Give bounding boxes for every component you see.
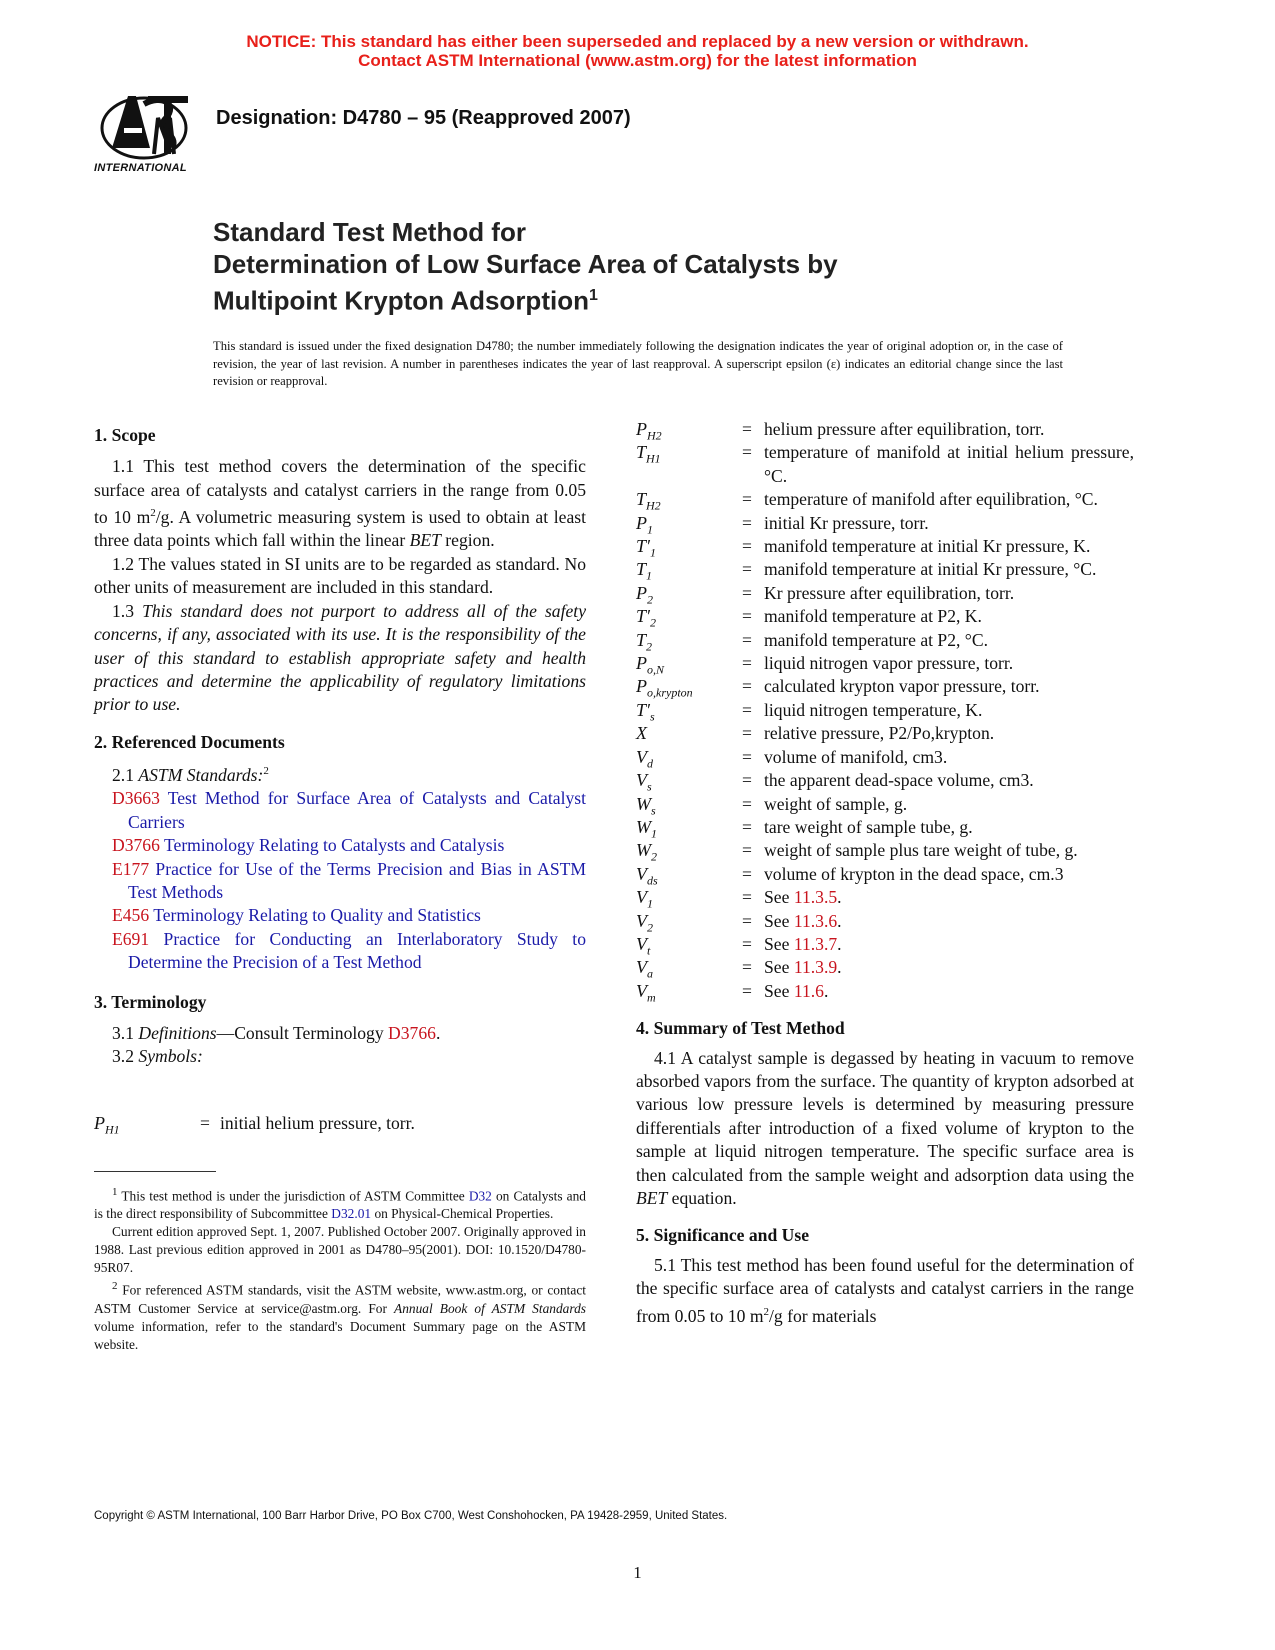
symbol-name: $P_1$ bbox=[636, 512, 653, 537]
symbol-definition: weight of sample, g. bbox=[764, 793, 908, 814]
title-footnote-mark[interactable]: 1 bbox=[588, 287, 598, 304]
astm-logo-icon bbox=[92, 84, 202, 184]
symbol-name: $T'_2$ bbox=[636, 606, 656, 630]
symbol-name: $W_s$ bbox=[636, 793, 656, 818]
symbol-row: $P_{H1}$ = initial helium pressure, torr. bbox=[94, 1113, 415, 1137]
symbol-name: $V_t$ bbox=[636, 933, 651, 958]
significance-heading: 5. Significance and Use bbox=[636, 1225, 810, 1246]
section-link[interactable]: 11.3.5 bbox=[793, 887, 838, 908]
symbol-name: $V_1$ bbox=[636, 887, 653, 911]
section-link[interactable]: 11.3.9 bbox=[793, 957, 838, 978]
symbol-definition: weight of sample plus tare weight of tube, g. bbox=[764, 840, 1078, 861]
symbol-name: $V_a$ bbox=[636, 957, 653, 981]
symbol-row: $V_a$ = See 11.3.9. bbox=[636, 956, 1134, 979]
terminology-heading: 3. Terminology bbox=[94, 991, 207, 1012]
symbol-list bbox=[636, 418, 1134, 1003]
symbol-definition: manifold temperature at P2, °C. bbox=[764, 629, 988, 650]
footnote-2: $^2$ For referenced ASTM standards, visit the ASTM website, www.astm.org, or contact ASTM Customer Service at service@astm.org. For Annual Book of ASTM Standards volume information, refer to the standard's Document Summary page on the ASTM website. bbox=[94, 1280, 586, 1352]
symbol-definition: See 11.3.9. bbox=[764, 957, 842, 978]
symbol-name: $P_2$ bbox=[636, 582, 653, 607]
symbol-definition: temperature of manifold after equilibration, °C. bbox=[764, 489, 1098, 510]
symbol-definition: manifold temperature at initial Kr pressure, °C. bbox=[764, 559, 1097, 580]
d32-link[interactable]: D32 bbox=[468, 1188, 492, 1204]
refdocs-heading: 2. Referenced Documents bbox=[94, 731, 285, 752]
symbol-definition: liquid nitrogen vapor pressure, torr. bbox=[764, 653, 1014, 674]
ref-item[interactable]: E691 Practice for Conducting an Interlaboratory Study to Determine the Precision of a Test Method bbox=[112, 928, 586, 973]
right-column bbox=[636, 418, 1134, 1328]
symbol-definition: liquid nitrogen temperature, K. bbox=[764, 699, 983, 720]
title-line-3: Multipoint Krypton Adsorption$^1$ bbox=[213, 285, 598, 316]
symbol-row: $T_1$ = manifold temperature at initial Kr pressure, °C. bbox=[636, 558, 1134, 581]
footnote-1-edition: Current edition approved Sept. 1, 2007. Published October 2007. Originally approved in 1988. Last previous edition approved in 2001 as D4780–95(2001). DOI: 10.1520/D4780-95R07. bbox=[94, 1224, 586, 1276]
d32-01-link[interactable]: D32.01 bbox=[331, 1206, 372, 1222]
summary-4-1: 4.1 A catalyst sample is degassed by heating in vacuum to remove absorbed vapors from the surface. The quantity of krypton adsorbed at various low pressure levels is determined by measuring pressure differentials after introduction of a fixed volume of krypton to the sample at liquid nitrogen temperature. The specific surface area is then calculated from the sample weight and adsorption data using the BET equation. bbox=[636, 1047, 1134, 1208]
summary-heading: 4. Summary of Test Method bbox=[636, 1018, 845, 1039]
symbol-definition: the apparent dead-space volume, cm3. bbox=[764, 770, 1034, 791]
symbol-name: $V_{ds}$ bbox=[636, 863, 658, 888]
symbol-name: $V_d$ bbox=[636, 746, 653, 771]
ref-item[interactable]: E177 Practice for Use of the Terms Precision and Bias in ASTM Test Methods bbox=[112, 858, 586, 903]
symbol-definition: See 11.3.5. bbox=[764, 887, 842, 908]
symbol-definition: calculated krypton vapor pressure, torr. bbox=[764, 676, 1040, 697]
symbol-definition: See 11.3.6. bbox=[764, 910, 842, 931]
scope-1-2: 1.2 The values stated in SI units are to be regarded as standard. No other units of measurement are included in this standard. bbox=[94, 553, 586, 598]
terminology-3-1: 3.1 Definitions—Consult Terminology D3766. bbox=[112, 1023, 441, 1044]
section-link[interactable]: 11.3.6 bbox=[793, 910, 838, 931]
symbol-name: $T_2$ bbox=[636, 629, 653, 654]
symbol-definition: initial Kr pressure, torr. bbox=[764, 512, 929, 533]
significance-5-1: 5.1 This test method has been found useful for the determination of the specific surface area of catalysts and catalyst carriers in the range from 0.05 to 10 $m^2/g$ for materials bbox=[636, 1254, 1134, 1326]
symbol-row: $V_2$ = See 11.3.6. bbox=[636, 910, 1134, 933]
astm-standards-label: 2.1 ASTM Standards:$^2$ bbox=[112, 765, 269, 785]
symbol-row: $V_s$ = the apparent dead-space volume, cm3. bbox=[636, 769, 1134, 792]
symbol-name: $W_1$ bbox=[636, 816, 657, 841]
scope-1-3: 1.3 This standard does not purport to address all of the safety concerns, if any, associated with its use. It is the responsibility of the user of this standard to establish appropriate safety and health practices and determine the applicability of regulatory limitations prior to use. bbox=[94, 600, 587, 715]
notice-line-2: Contact ASTM International (www.astm.org) for the latest information bbox=[358, 51, 917, 70]
copyright: Copyright © ASTM International, 100 Barr Harbor Drive, PO Box C700, West Conshohocken, PA 19428-2959, United States. bbox=[94, 1510, 728, 1522]
symbol-name: $T'_s$ bbox=[636, 699, 655, 724]
supersede-notice bbox=[0, 32, 1275, 70]
scope-heading: 1. Scope bbox=[94, 425, 156, 445]
symbol-definition: Kr pressure after equilibration, torr. bbox=[764, 582, 1015, 603]
footnote-divider bbox=[94, 1171, 216, 1172]
symbol-definition: tare weight of sample tube, g. bbox=[764, 816, 973, 837]
symbol-name: $P_{o,N}$ bbox=[636, 653, 665, 677]
designation: Designation: D4780 – 95 (Reapproved 2007) bbox=[216, 107, 631, 129]
symbol-name: $P_{o,krypton}$ bbox=[636, 676, 693, 701]
symbol-row: $V_{ds}$ = volume of krypton in the dead space, cm.3 bbox=[636, 863, 1134, 886]
symbol-name: $T'_1$ bbox=[636, 536, 656, 560]
symbol-row: $P_{o,krypton}$ = calculated krypton vapor pressure, torr. bbox=[636, 675, 1134, 698]
page-number: 1 bbox=[633, 1563, 642, 1582]
symbol-row: $W_2$ = weight of sample plus tare weight of tube, g. bbox=[636, 839, 1134, 862]
symbol-row: X = relative pressure, P2/Po,krypton. bbox=[636, 722, 1134, 745]
symbol-definition: manifold temperature at initial Kr pressure, K. bbox=[764, 536, 1091, 557]
symbol-row: $V_m$ = See 11.6. bbox=[636, 980, 1134, 1003]
symbol-row: $W_s$ = weight of sample, g. bbox=[636, 793, 1134, 816]
title-line-2: Determination of Low Surface Area of Catalysts by bbox=[213, 249, 838, 279]
scope-1-1: 1.1 This test method covers the determination of the specific surface area of catalysts and catalyst carriers in the range from 0.05 to 10 $m^2/g$. A volumetric measuring system is used to obtain at least three data points which fall within the linear BET region. bbox=[94, 456, 587, 551]
ref-item[interactable]: E456 Terminology Relating to Quality and Statistics bbox=[112, 905, 481, 926]
symbol-name: $T_1$ bbox=[636, 559, 653, 584]
symbol-row: $T_{H2}$ = temperature of manifold after equilibration, °C. bbox=[636, 488, 1134, 511]
symbol-definition: volume of krypton in the dead space, cm.3 bbox=[764, 863, 1064, 884]
symbol-row: $T'_2$ = manifold temperature at P2, K. bbox=[636, 605, 1134, 628]
symbol-name: $T_{H1}$ bbox=[636, 442, 661, 466]
symbol-definition: volume of manifold, cm3. bbox=[764, 746, 948, 767]
symbol-row: $T_{H1}$ = temperature of manifold at initial helium pressure, °C. bbox=[636, 441, 1134, 488]
symbol-definition: See 11.3.7. bbox=[764, 933, 842, 954]
symbol-definition: relative pressure, P2/Po,krypton. bbox=[764, 723, 995, 744]
symbol-name: $V_s$ bbox=[636, 770, 652, 794]
ref-item[interactable]: D3766 Terminology Relating to Catalysts and Catalysis bbox=[112, 835, 505, 856]
issue-note: This standard is issued under the fixed designation D4780; the number immediately following the designation indicates the year of original adoption or, in the case of revision, the year of last revision. A number in parentheses indicates the year of last reapproval. A superscript epsilon (ε) indicates an editorial change since the last revision or reapproval. bbox=[213, 339, 1063, 388]
logo-wordmark: INTERNATIONAL bbox=[94, 162, 187, 174]
footnote-1: $^1$ This test method is under the jurisdiction of ASTM Committee D32 on Catalysts and is the direct responsibility of Subcommittee D32.01 on Physical-Chemical Properties. bbox=[94, 1186, 586, 1222]
symbol-definition: temperature of manifold at initial helium pressure, °C. bbox=[764, 442, 1134, 486]
symbol-row: $P_1$ = initial Kr pressure, torr. bbox=[636, 512, 1134, 535]
symbol-definition: helium pressure after equilibration, torr. bbox=[764, 419, 1045, 439]
symbol-row: $T'_1$ = manifold temperature at initial Kr pressure, K. bbox=[636, 535, 1134, 558]
symbol-name: $T_{H2}$ bbox=[636, 489, 661, 513]
document-title bbox=[213, 216, 1113, 317]
symbol-row: $V_t$ = See 11.3.7. bbox=[636, 933, 1134, 956]
symbol-row: $V_1$ = See 11.3.5. bbox=[636, 886, 1134, 909]
symbol-name: $V_m$ bbox=[636, 980, 656, 1005]
section-link[interactable]: 11.6 bbox=[793, 980, 824, 1001]
symbol-name: $W_2$ bbox=[636, 840, 657, 864]
symbol-row: $P_{H2}$ = helium pressure after equilibration, torr. bbox=[636, 418, 1134, 441]
notice-line-1: NOTICE: This standard has either been superseded and replaced by a new version or withdrawn. bbox=[246, 32, 1029, 51]
symbol-row: $P_{o,N}$ = liquid nitrogen vapor pressure, torr. bbox=[636, 652, 1134, 675]
symbol-definition: See 11.6. bbox=[764, 980, 829, 1001]
symbol-row: $P_2$ = Kr pressure after equilibration, torr. bbox=[636, 582, 1134, 605]
symbol-definition: manifold temperature at P2, K. bbox=[764, 606, 982, 627]
symbol-name: $V_2$ bbox=[636, 910, 653, 935]
section-link[interactable]: 11.3.7 bbox=[793, 933, 838, 954]
symbol-row: $T'_s$ = liquid nitrogen temperature, K. bbox=[636, 699, 1134, 722]
ref-item[interactable]: D3663 Test Method for Surface Area of Catalysts and Catalyst Carriers bbox=[112, 788, 586, 832]
symbol-row: $V_d$ = volume of manifold, cm3. bbox=[636, 746, 1134, 769]
symbol-row: $T_2$ = manifold temperature at P2, °C. bbox=[636, 629, 1134, 652]
symbol-row: $W_1$ = tare weight of sample tube, g. bbox=[636, 816, 1134, 839]
terminology-3-2: 3.2 Symbols: bbox=[112, 1046, 203, 1067]
d3766-link[interactable]: D3766 bbox=[388, 1023, 436, 1044]
footnotes bbox=[94, 1183, 586, 1354]
left-symbol-list bbox=[94, 1112, 586, 1135]
symbol-name: X bbox=[636, 723, 647, 744]
symbol-name: $P_{H2}$ bbox=[636, 419, 662, 443]
title-line-1: Standard Test Method for bbox=[213, 217, 526, 247]
left-column bbox=[94, 424, 586, 1069]
